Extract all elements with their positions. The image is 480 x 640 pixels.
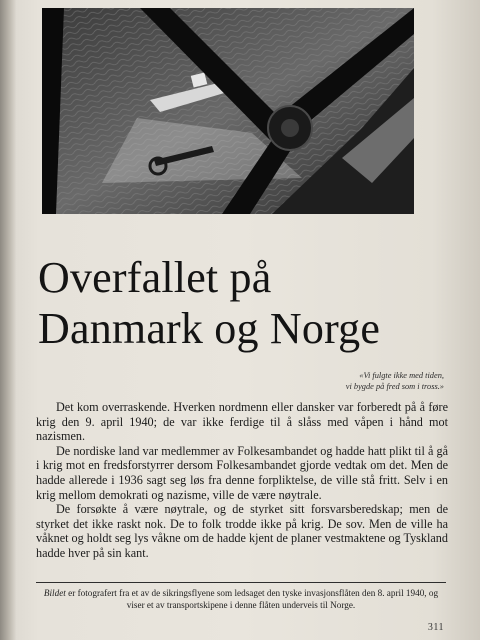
paragraph: De forsøkte å være nøytrale, og de styrket sitt forsvarsberedskap; men de styrket det ikke raskt nok. De to folk trodde ikke på krig. De sov. Men de ville ha våknet og holdt seg lys våkne om de hadde kjent de planer vestmaktene og Tyskland hadde hver på sin kant. <box>36 502 448 560</box>
caption-lead: Bildet <box>43 588 66 598</box>
caption-text: er fotografert fra et av de sikringsflyene som ledsaget den tyske invasjonsflåten den 8. april 1940, og viser et av transportskipene i denne flåten underveis til Norge. <box>65 588 439 610</box>
epigraph-line-2: vi bygde på fred som i tross.» <box>345 382 444 391</box>
epigraph <box>204 370 444 392</box>
chapter-title-line-2: Danmark og Norge <box>38 304 381 353</box>
book-gutter <box>0 0 16 640</box>
aerial-photo-graphic <box>42 8 414 214</box>
aerial-photo <box>42 8 414 214</box>
chapter-title-line-1: Overfallet på <box>38 253 272 302</box>
body-text <box>36 400 448 561</box>
caption-divider <box>36 582 446 583</box>
photo-caption <box>36 587 446 611</box>
page-number: 311 <box>427 622 444 633</box>
paragraph: De nordiske land var medlemmer av Folkesambandet og hadde hatt plikt til å gå i krig mot en fredsforstyrrer dersom Folkesambandet gjorde vedtak om det. Men de hadde allerede i 1936 sagt seg løs fra denne forpliktelse, de ville stå fritt. Selv i en krig mellom demokrati og nazisme, ville de være nøytrale. <box>36 443 448 502</box>
paragraph: Det kom overraskende. Hverken nordmenn eller dansker var forberedt på å føre krig den 9. april 1940; de var ikke ferdige til å slåss med våpen i hånd mot nazismen. <box>36 400 448 444</box>
epigraph-line-1: «Vi fulgte ikke med tiden, <box>359 371 444 380</box>
chapter-title <box>38 252 438 354</box>
